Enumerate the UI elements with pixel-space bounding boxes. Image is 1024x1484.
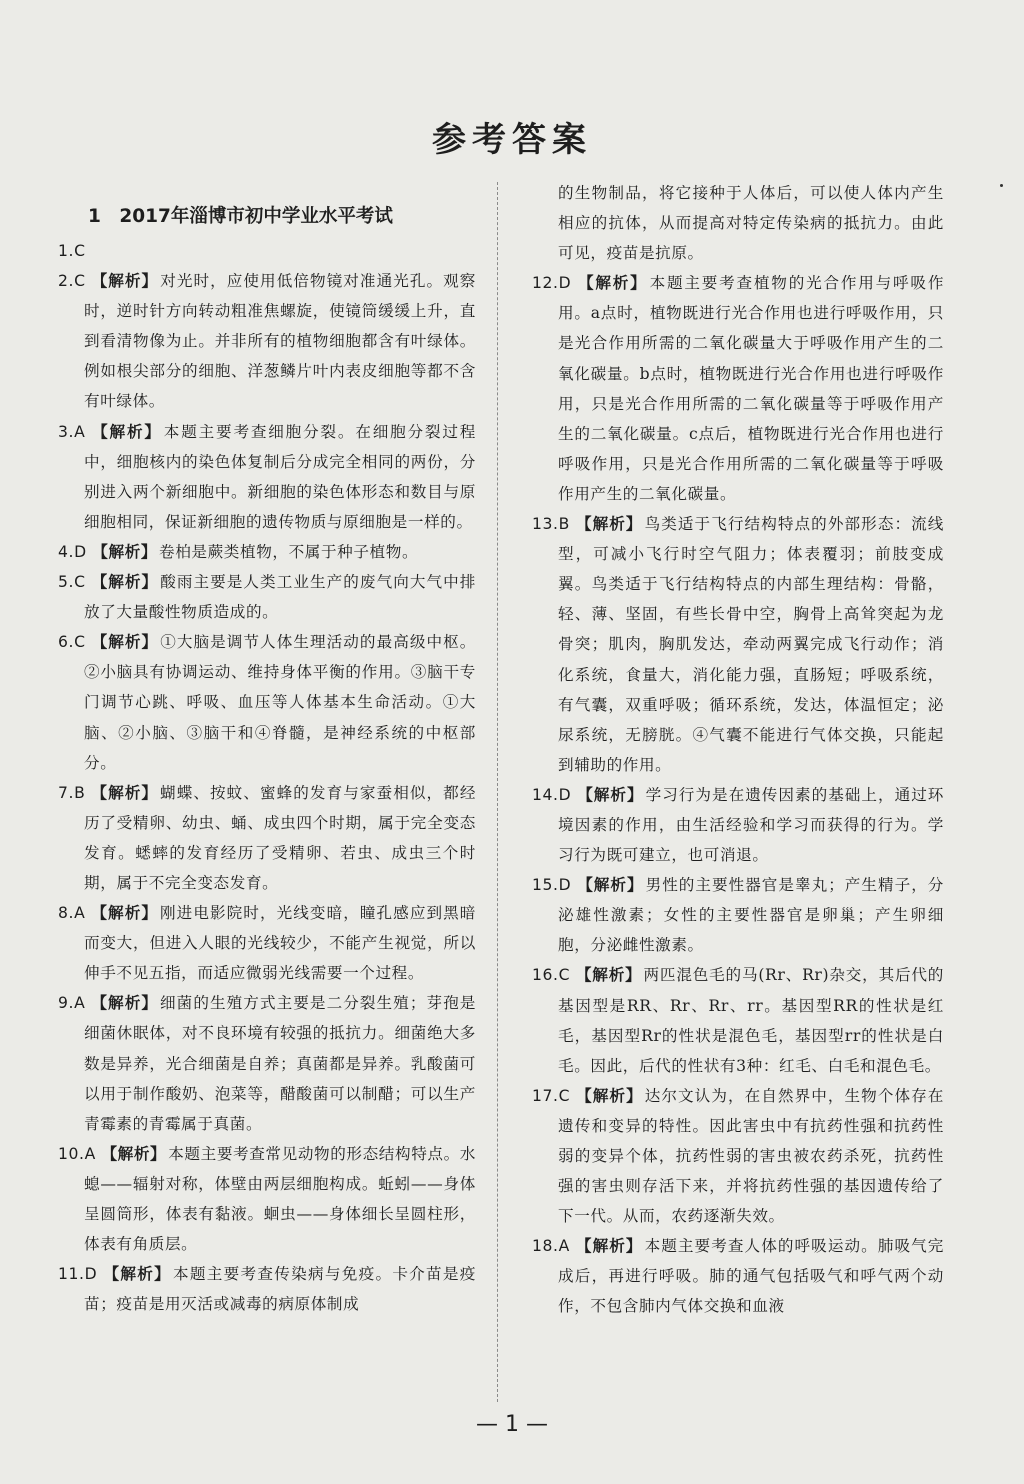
answer-explanation: 对光时，应使用低倍物镜对准通光孔。观察时，逆时针方向转动粗准焦螺旋，使镜筒缓缓上升，直到看清物像为止。并非所有的植物细胞都含有叶绿体。例如根尖部分的细胞、洋葱鳞片叶内表皮细胞等都不含有叶绿体。 xyxy=(84,272,477,411)
analysis-tag: 【解析】 xyxy=(91,573,159,592)
page-number: — 1 — xyxy=(476,1412,548,1437)
answer-explanation: 本题主要考查传染病与免疫。卡介苗是疫苗；疫苗是用灭活或减毒的病原体制成 xyxy=(84,1265,476,1314)
answer-item xyxy=(532,780,944,870)
answer-item xyxy=(58,537,476,567)
answer-item xyxy=(532,178,944,268)
answer-explanation: 达尔文认为，在自然界中，生物个体存在遗传和变异的特性。因此害虫中有抗药性强和抗药性弱的变异个体，抗药性弱的害虫被农药杀死，抗药性强的害虫则存活下来，并将抗药性强的基因遗传给了下一代。从而，农药逐渐失效。 xyxy=(558,1086,944,1226)
answer-item xyxy=(532,1081,944,1231)
page-title: 参考答案 xyxy=(432,120,592,160)
answer-item xyxy=(58,1139,476,1259)
column-divider xyxy=(497,182,498,1402)
analysis-tag: 【解析】 xyxy=(577,785,644,804)
answer-item xyxy=(58,898,476,988)
analysis-tag: 【解析】 xyxy=(91,904,159,923)
answer-item xyxy=(58,627,476,777)
analysis-tag: 【解析】 xyxy=(575,1237,643,1256)
analysis-tag: 【解析】 xyxy=(91,633,159,652)
analysis-tag: 【解析】 xyxy=(575,515,643,534)
answer-number: 17.C xyxy=(532,1086,571,1105)
analysis-tag: 【解析】 xyxy=(575,966,642,985)
answer-item xyxy=(58,1259,476,1319)
answer-explanation: 本题主要考查植物的光合作用与呼吸作用。a点时，植物既进行光合作用也进行呼吸作用，只是光合作用所需的二氧化碳量大于呼吸作用产生的二氧化碳量。b点时，植物既进行光合作用也进行呼吸作用，只是光合作用所需的二氧化碳量等于呼吸作用产生的二氧化碳量。c点后，植物既进行光合作用也进行呼吸作用，只是光合作用所需的二氧化碳量等于呼吸作用产生的二氧化碳量。 xyxy=(558,274,945,503)
answer-number: 9.A xyxy=(58,994,86,1013)
print-speck xyxy=(1000,184,1003,187)
answer-explanation: 两匹混色毛的马(Rr、Rr)杂交，其后代的基因型是RR、Rr、Rr、rr。基因型RR的性状是红毛，基因型Rr的性状是混色毛，基因型rr的性状是白毛。因此，后代的性状有3种：红毛、白毛和混色毛。 xyxy=(558,966,944,1075)
answer-item xyxy=(532,509,944,780)
answer-item xyxy=(58,988,476,1138)
analysis-tag: 【解析】 xyxy=(92,542,158,561)
answer-number: 10.A xyxy=(58,1144,96,1163)
analysis-tag: 【解析】 xyxy=(577,876,644,895)
answer-number: 18.A xyxy=(532,1237,570,1256)
answer-explanation: 本题主要考查常见动物的形态结构特点。水螅——辐射对称，体壁由两层细胞构成。蚯蚓——身体呈圆筒形，体表有黏液。蛔虫——身体细长呈圆柱形，体表有角质层。 xyxy=(84,1144,476,1254)
answer-explanation: ①大脑是调节人体生理活动的最高级中枢。②小脑具有协调运动、维持身体平衡的作用。③脑干专门调节心跳、呼吸、血压等人体基本生命活动。①大脑、②小脑、③脑干和④脊髓，是神经系统的中枢部分。 xyxy=(84,633,477,772)
answer-explanation: 本题主要考查人体的呼吸运动。肺吸气完成后，再进行呼吸。肺的通气包括吸气和呼气两个动作，不包含肺内气体交换和血液 xyxy=(558,1237,944,1316)
answer-list-right xyxy=(532,178,944,1322)
answer-number: 4.D xyxy=(58,542,87,561)
answer-explanation: 细菌的生殖方式主要是二分裂生殖；芽孢是细菌休眠体，对不良环境有较强的抵抗力。细菌绝大多数是异养，光合细菌是自养；真菌都是异养。乳酸菌可以用于制作酸奶、泡菜等，醋酸菌可以制醋；可以生产青霉素的青霉属于真菌。 xyxy=(84,994,476,1133)
answer-list-left xyxy=(58,236,476,1319)
answer-number: 8.A xyxy=(58,904,86,923)
answer-number: 12.D xyxy=(532,274,572,293)
answer-explanation: 本题主要考查细胞分裂。在细胞分裂过程中，细胞核内的染色体复制后分成完全相同的两份，分别进入两个新细胞中。新细胞的染色体形态和数目与原细胞相同，保证新细胞的遗传物质与原细胞是一样的。 xyxy=(84,422,476,531)
answer-item xyxy=(532,960,944,1080)
answer-item xyxy=(58,567,476,627)
answer-explanation: 男性的主要性器官是睾丸；产生精子，分泌雄性激素；女性的主要性器官是卵巢；产生卵细胞，分泌雌性激素。 xyxy=(558,876,944,955)
answer-explanation: 卷柏是蕨类植物，不属于种子植物。 xyxy=(159,542,419,561)
answer-explanation: 学习行为是在遗传因素的基础上，通过环境因素的作用，由生活经验和学习而获得的行为。学习行为既可建立，也可消退。 xyxy=(558,785,944,865)
answer-item xyxy=(532,268,944,509)
answer-number: 5.C xyxy=(58,573,86,592)
answer-number: 14.D xyxy=(532,785,572,804)
answer-item xyxy=(58,417,476,537)
answer-item xyxy=(58,236,476,266)
answer-number: 6.C xyxy=(58,633,86,652)
answer-item xyxy=(58,266,476,416)
answer-number: 13.B xyxy=(532,515,570,534)
answer-number: 1.C xyxy=(58,242,86,260)
answer-number: 16.C xyxy=(532,966,571,985)
answer-item xyxy=(532,870,944,960)
analysis-tag: 【解析】 xyxy=(91,272,159,291)
answer-explanation: 鸟类适于飞行结构特点的外部形态：流线型，可减小飞行时空气阻力；体表覆羽；前肢变成翼。鸟类适于飞行结构特点的内部生理结构：骨骼，轻、薄、坚固，有些长骨中空，胸骨上高耸突起为龙骨突；肌肉，胸肌发达，牵动两翼完成飞行动作；消化系统，食量大，消化能力强，直肠短；呼吸系统，有气囊，双重呼吸；循环系统，发达，体温恒定；泌尿系统，无膀胱。④气囊不能进行气体交换，只能起到辅助的作用。 xyxy=(558,515,944,774)
analysis-tag: 【解析】 xyxy=(91,783,159,802)
answer-number: 15.D xyxy=(532,876,572,895)
left-column xyxy=(58,178,476,1319)
analysis-tag: 【解析】 xyxy=(576,1086,643,1105)
right-column xyxy=(532,178,944,1322)
analysis-tag: 【解析】 xyxy=(577,274,648,293)
answer-item xyxy=(532,1231,944,1321)
section-title: 1 2017年淄博市初中学业水平考试 xyxy=(88,206,393,227)
answer-item xyxy=(58,778,476,898)
analysis-tag: 【解析】 xyxy=(101,1144,167,1163)
answer-explanation: 酸雨主要是人类工业生产的废气向大气中排放了大量酸性物质造成的。 xyxy=(84,573,477,622)
analysis-tag: 【解析】 xyxy=(91,994,159,1013)
analysis-tag: 【解析】 xyxy=(92,422,162,441)
answer-number: 3.A xyxy=(58,422,86,441)
answer-number: 11.D xyxy=(58,1265,98,1284)
answer-explanation: 蝴蝶、按蚊、蜜蜂的发育与家蚕相似，都经历了受精卵、幼虫、蛹、成虫四个时期，属于完全变态发育。蟋蟀的发育经历了受精卵、若虫、成虫三个时期，属于不完全变态发育。 xyxy=(84,783,477,892)
answer-explanation: 刚进电影院时，光线变暗，瞳孔感应到黑暗而变大，但进入人眼的光线较少，不能产生视觉，所以伸手不见五指，而适应微弱光线需要一个过程。 xyxy=(84,904,476,983)
answer-explanation: 的生物制品，将它接种于人体后，可以使人体内产生相应的抗体，从而提高对特定传染病的抵抗力。由此可见，疫苗是抗原。 xyxy=(558,184,944,263)
answer-number: 7.B xyxy=(58,783,86,802)
answer-number: 2.C xyxy=(58,272,86,291)
analysis-tag: 【解析】 xyxy=(103,1265,171,1284)
